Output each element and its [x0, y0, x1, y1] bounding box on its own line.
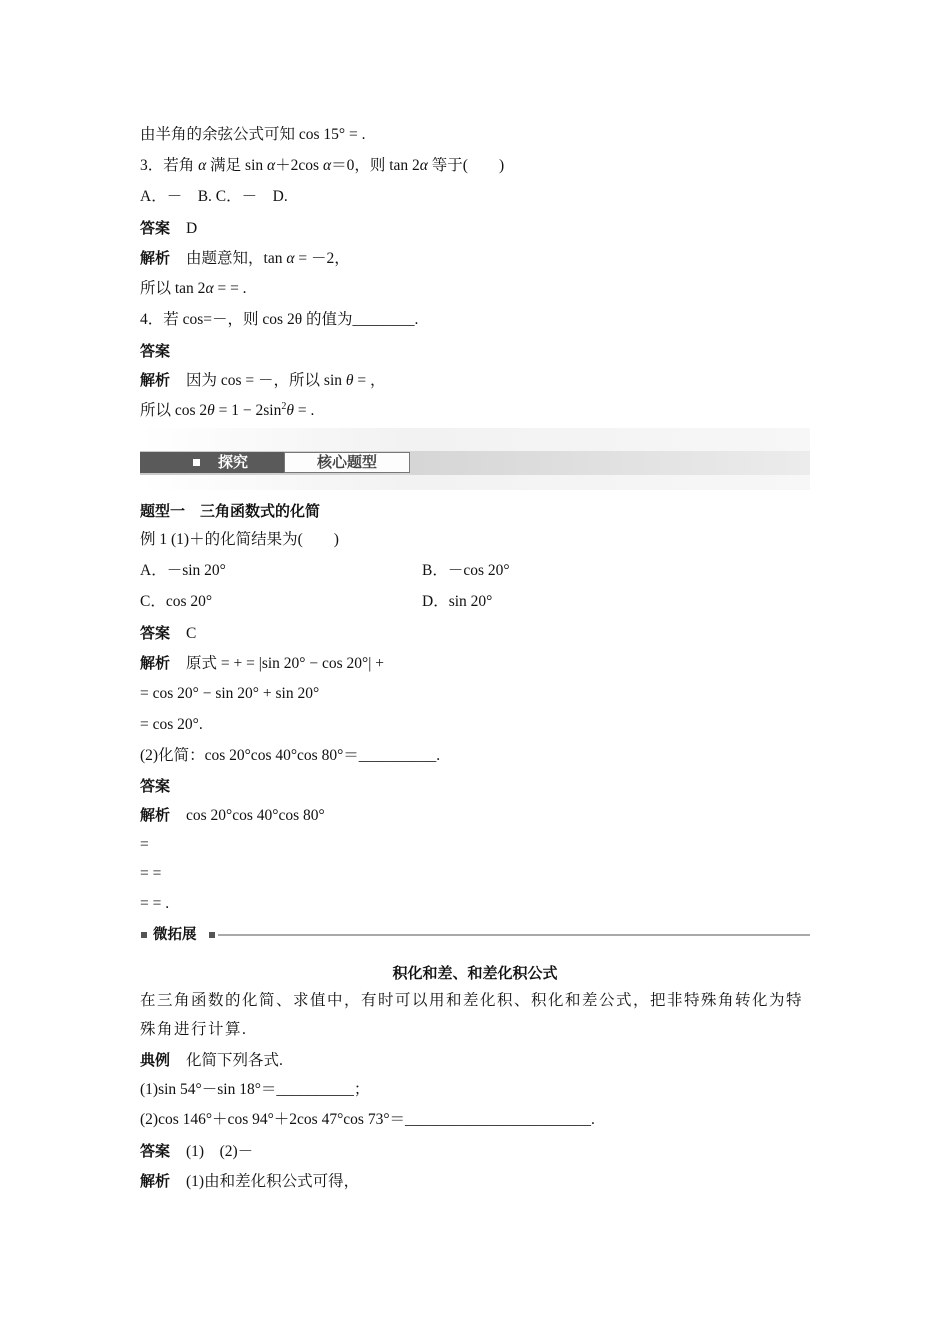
text-span: 3．若角 [140, 157, 199, 174]
question-4: 4．若 cos=－，则 cos 2θ 的值为________. [140, 311, 419, 328]
extension-header [140, 925, 810, 945]
text-span: 化简下列各式. [186, 1052, 283, 1069]
text-line [140, 400, 314, 422]
superscript: 2 [281, 401, 287, 412]
answer-value: D [186, 220, 198, 237]
answer-label: 答案 [140, 777, 171, 795]
text-span: (1)由和差化积公式可得， [186, 1173, 360, 1190]
text-line [140, 278, 247, 300]
example-label: 典例 [140, 1051, 171, 1069]
text-span: 所以 tan 2 [140, 280, 206, 297]
analysis-line [140, 1170, 359, 1193]
math-var: θ [345, 372, 354, 389]
option-b: B．－cos 20° [422, 562, 510, 579]
answer-label: 答案 [140, 624, 171, 642]
answer-label: 答案 [140, 1142, 171, 1160]
question-part-2: (2)cos 146°＋cos 94°＋2cos 47°cos 73°＝________________________. [140, 1111, 595, 1128]
square-bullet-icon [209, 932, 215, 938]
answer-line [140, 775, 170, 798]
option-a: A．－sin 20° [140, 562, 226, 579]
square-bullet-icon [141, 932, 147, 938]
option-c: C．cos 20° [140, 593, 213, 610]
options-line: A．－ B. C．－ D. [140, 188, 288, 205]
text-span: = = . [213, 280, 247, 297]
text-line: = = . [140, 895, 170, 912]
divider [218, 934, 810, 936]
section-banner-dark [140, 452, 284, 473]
example-line [140, 1049, 283, 1072]
math-var: θ [286, 402, 294, 419]
answer-line [140, 340, 170, 363]
math-var: α [198, 157, 207, 174]
math-var: α [419, 157, 428, 174]
text-span: 满足 sin [206, 157, 267, 174]
answer-label: 答案 [140, 219, 171, 237]
text-span: 原式 = + = |sin 20° − cos 20°| + [186, 655, 384, 672]
square-bullet-icon [193, 459, 200, 466]
text-span: 由题意知，tan [186, 250, 287, 267]
math-var: α [322, 157, 332, 174]
text-span: 所以 cos 2 [140, 402, 208, 419]
text-span: ＝0，则 tan 2 [331, 157, 420, 174]
math-var: θ [207, 402, 215, 419]
section-banner-light [284, 452, 410, 473]
math-var: α [205, 280, 214, 297]
analysis-label: 解析 [140, 249, 171, 267]
intro-paragraph: 在三角函数的化简、求值中，有时可以用和差化积、积化和差公式，把非特殊角转化为特殊角进行计算. [140, 992, 804, 1038]
math-var: α [267, 157, 276, 174]
answer-label: 答案 [140, 342, 171, 360]
answer-line [140, 1140, 253, 1163]
text-line: = [140, 836, 149, 853]
option-d: D．sin 20° [422, 593, 493, 610]
answer-line [140, 217, 197, 240]
analysis-line [140, 652, 384, 675]
text-line: = cos 20°. [140, 716, 203, 733]
text-line: = = [140, 865, 162, 882]
answer-value: (1) (2)－ [186, 1143, 254, 1160]
analysis-label: 解析 [140, 654, 171, 672]
text-span: 等于( ) [427, 157, 505, 174]
text-line: 由半角的余弦公式可知 cos 15° = . [140, 126, 366, 143]
extension-label: 微拓展 [153, 927, 197, 943]
analysis-line [140, 369, 386, 392]
text-span: = 1 − 2sin [214, 402, 282, 419]
banner-label: 探究 [218, 453, 249, 471]
section-heading: 题型一 三角函数式的化简 [140, 502, 321, 520]
question-part-1: (1)sin 54°－sin 18°＝__________； [140, 1081, 370, 1098]
analysis-label: 解析 [140, 806, 171, 824]
text-span: = . [294, 402, 315, 419]
text-span: 因为 cos = －，所以 sin [186, 372, 346, 389]
analysis-label: 解析 [140, 371, 171, 389]
text-span: = －2， [294, 250, 350, 267]
banner-sublabel: 核心题型 [316, 453, 377, 471]
text-span: cos 20°cos 40°cos 80° [186, 807, 325, 824]
analysis-line [140, 247, 350, 270]
question-part-2: (2)化简：cos 20°cos 40°cos 80°＝__________. [140, 747, 441, 764]
text-line: = cos 20° − sin 20° + sin 20° [140, 685, 320, 702]
question-3 [140, 155, 504, 177]
math-var: α [286, 250, 295, 267]
analysis-label: 解析 [140, 1172, 171, 1190]
answer-value: C [186, 625, 197, 642]
answer-line [140, 622, 196, 645]
text-span: = ， [353, 372, 386, 389]
topic-title: 积化和差、和差化积公式 [392, 964, 558, 982]
text-span: ＋2cos [275, 157, 323, 174]
analysis-line [140, 804, 325, 827]
example-1: 例 1 (1)＋的化简结果为( ) [140, 531, 339, 548]
